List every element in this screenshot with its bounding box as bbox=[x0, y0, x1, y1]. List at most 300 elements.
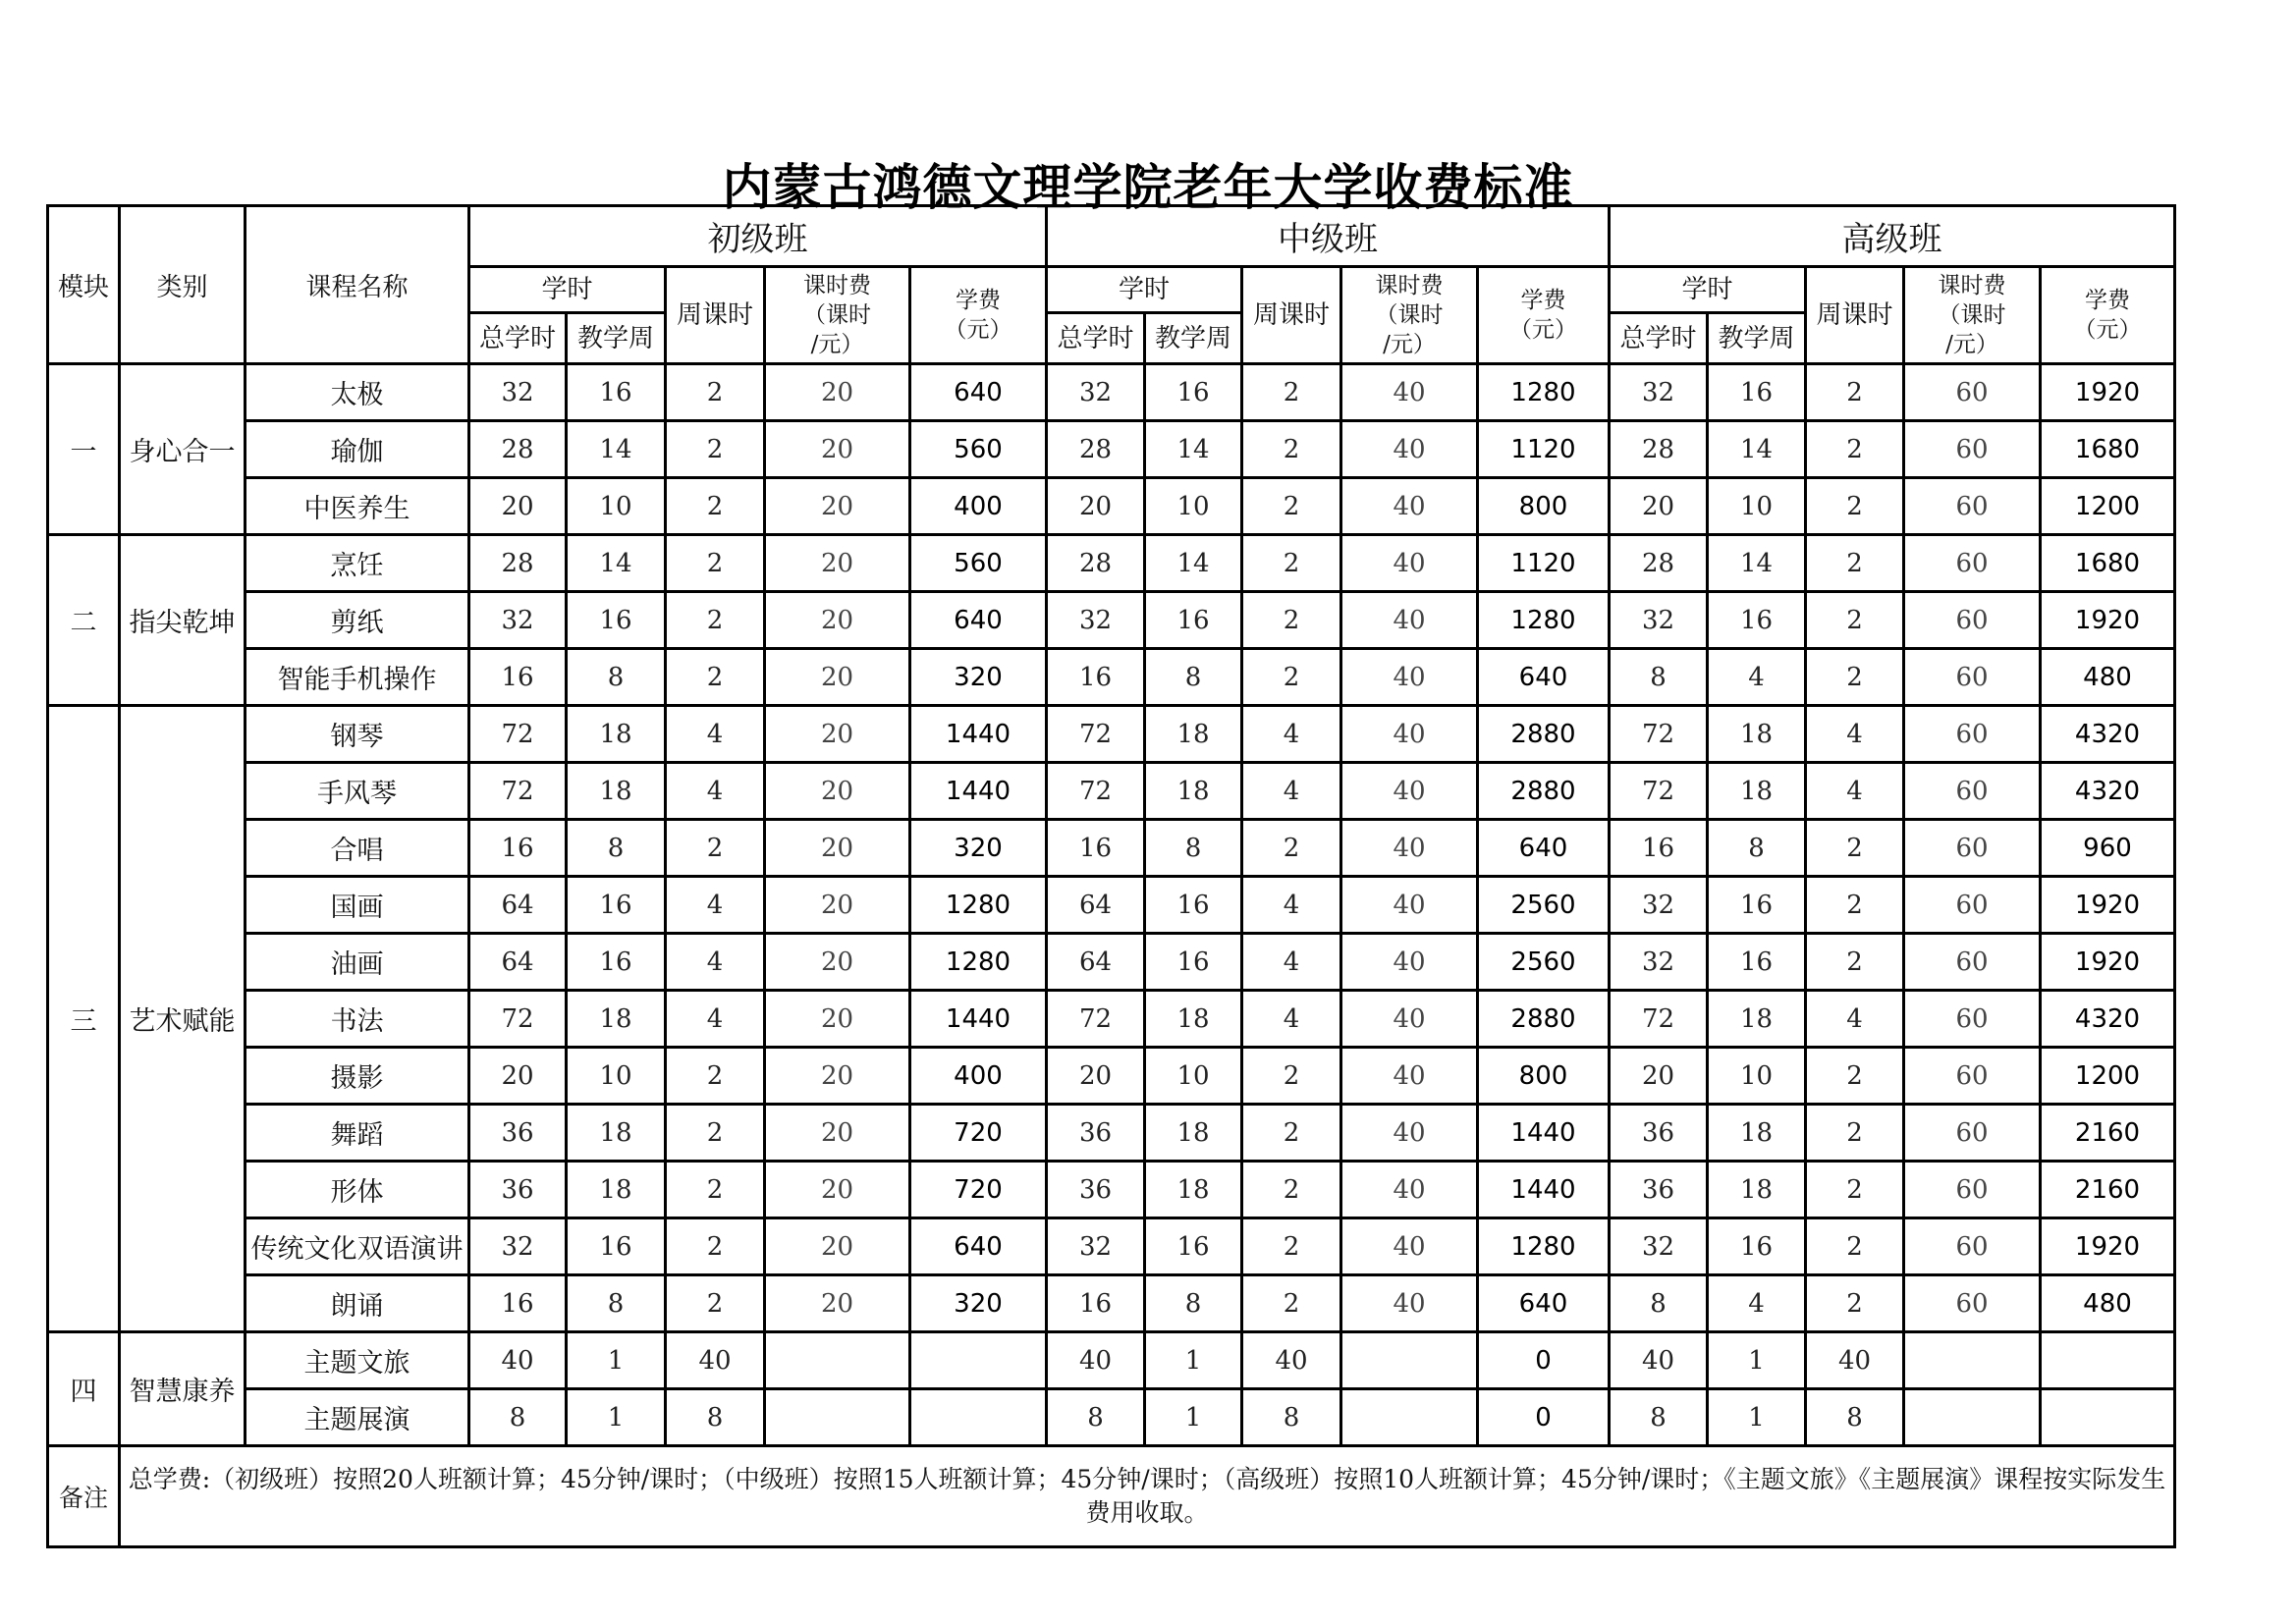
advanced-total-hours-cell: 72 bbox=[1610, 763, 1708, 820]
advanced-weekly-hours-cell: 4 bbox=[1806, 706, 1904, 763]
beginner-teaching-weeks-cell: 16 bbox=[567, 364, 666, 421]
header-hourly-rate-line: （课时 bbox=[1938, 302, 2006, 328]
advanced-hourly-rate-cell bbox=[1904, 1389, 2041, 1446]
beginner-tuition-cell: 640 bbox=[910, 364, 1047, 421]
course-name-cell: 钢琴 bbox=[246, 706, 469, 763]
beginner-total-hours-cell: 36 bbox=[469, 1162, 567, 1218]
course-name-cell: 太极 bbox=[246, 364, 469, 421]
beginner-tuition-cell: 320 bbox=[910, 1275, 1047, 1332]
intermediate-teaching-weeks-cell: 16 bbox=[1145, 934, 1242, 991]
advanced-teaching-weeks-cell: 14 bbox=[1708, 421, 1806, 478]
advanced-weekly-hours-cell: 8 bbox=[1806, 1389, 1904, 1446]
intermediate-tuition-cell: 0 bbox=[1478, 1332, 1610, 1389]
beginner-tuition-cell: 560 bbox=[910, 535, 1047, 592]
header-tuition-line: 学费 bbox=[2085, 288, 2130, 313]
intermediate-hourly-rate-cell: 40 bbox=[1341, 1105, 1478, 1162]
intermediate-hourly-rate-cell: 40 bbox=[1341, 364, 1478, 421]
header-tuition-beginner bbox=[910, 267, 1047, 364]
advanced-total-hours-cell: 8 bbox=[1610, 1389, 1708, 1446]
course-name-cell: 形体 bbox=[246, 1162, 469, 1218]
course-name-cell: 主题展演 bbox=[246, 1389, 469, 1446]
beginner-weekly-hours-cell: 2 bbox=[666, 535, 765, 592]
beginner-weekly-hours-cell: 2 bbox=[666, 1105, 765, 1162]
intermediate-weekly-hours-cell: 40 bbox=[1242, 1332, 1341, 1389]
beginner-total-hours-cell: 32 bbox=[469, 364, 567, 421]
header-hourly-rate-intermediate bbox=[1341, 267, 1478, 364]
header-tuition-line: （元） bbox=[1509, 317, 1577, 343]
beginner-total-hours-cell: 28 bbox=[469, 421, 567, 478]
header-level-beginner: 初级班 bbox=[469, 206, 1047, 267]
note-label: 备注 bbox=[48, 1446, 120, 1547]
advanced-total-hours-cell: 8 bbox=[1610, 649, 1708, 706]
advanced-hourly-rate-cell: 60 bbox=[1904, 706, 2041, 763]
intermediate-weekly-hours-cell: 4 bbox=[1242, 877, 1341, 934]
intermediate-tuition-cell: 2880 bbox=[1478, 706, 1610, 763]
intermediate-tuition-cell: 800 bbox=[1478, 478, 1610, 535]
beginner-weekly-hours-cell: 40 bbox=[666, 1332, 765, 1389]
header-hours-advanced: 学时 bbox=[1610, 267, 1806, 313]
advanced-teaching-weeks-cell: 18 bbox=[1708, 763, 1806, 820]
beginner-hourly-rate-cell: 20 bbox=[765, 535, 910, 592]
header-hourly-rate-line: /元） bbox=[810, 332, 864, 357]
advanced-tuition-cell: 1680 bbox=[2041, 421, 2175, 478]
beginner-tuition-cell: 1440 bbox=[910, 706, 1047, 763]
intermediate-tuition-cell: 640 bbox=[1478, 649, 1610, 706]
beginner-tuition-cell: 400 bbox=[910, 1048, 1047, 1105]
beginner-tuition-cell: 320 bbox=[910, 820, 1047, 877]
beginner-teaching-weeks-cell: 1 bbox=[567, 1332, 666, 1389]
course-name-cell: 合唱 bbox=[246, 820, 469, 877]
advanced-hourly-rate-cell: 60 bbox=[1904, 364, 2041, 421]
advanced-total-hours-cell: 32 bbox=[1610, 364, 1708, 421]
table-row bbox=[48, 877, 2175, 934]
beginner-total-hours-cell: 72 bbox=[469, 763, 567, 820]
intermediate-total-hours-cell: 36 bbox=[1047, 1105, 1145, 1162]
beginner-hourly-rate-cell: 20 bbox=[765, 1105, 910, 1162]
intermediate-teaching-weeks-cell: 18 bbox=[1145, 706, 1242, 763]
beginner-total-hours-cell: 16 bbox=[469, 1275, 567, 1332]
intermediate-weekly-hours-cell: 2 bbox=[1242, 1275, 1341, 1332]
intermediate-teaching-weeks-cell: 16 bbox=[1145, 1218, 1242, 1275]
beginner-total-hours-cell: 36 bbox=[469, 1105, 567, 1162]
intermediate-total-hours-cell: 16 bbox=[1047, 1275, 1145, 1332]
table-row bbox=[48, 1162, 2175, 1218]
header-weekly-hours-intermediate: 周课时 bbox=[1242, 267, 1341, 364]
table-row bbox=[48, 478, 2175, 535]
beginner-tuition-cell: 400 bbox=[910, 478, 1047, 535]
advanced-hourly-rate-cell: 60 bbox=[1904, 1105, 2041, 1162]
beginner-tuition-cell: 1440 bbox=[910, 763, 1047, 820]
header-category: 类别 bbox=[120, 206, 246, 364]
intermediate-hourly-rate-cell bbox=[1341, 1389, 1478, 1446]
beginner-teaching-weeks-cell: 18 bbox=[567, 706, 666, 763]
intermediate-tuition-cell: 1120 bbox=[1478, 421, 1610, 478]
table-row bbox=[48, 1218, 2175, 1275]
advanced-total-hours-cell: 16 bbox=[1610, 820, 1708, 877]
table-header bbox=[48, 206, 2175, 364]
intermediate-total-hours-cell: 32 bbox=[1047, 364, 1145, 421]
beginner-tuition-cell: 720 bbox=[910, 1105, 1047, 1162]
header-hourly-rate-beginner bbox=[765, 267, 910, 364]
intermediate-total-hours-cell: 64 bbox=[1047, 877, 1145, 934]
header-teaching-weeks-intermediate: 教学周 bbox=[1145, 313, 1242, 364]
advanced-tuition-cell: 480 bbox=[2041, 649, 2175, 706]
course-name-cell: 国画 bbox=[246, 877, 469, 934]
beginner-weekly-hours-cell: 2 bbox=[666, 1162, 765, 1218]
intermediate-tuition-cell: 2880 bbox=[1478, 763, 1610, 820]
advanced-tuition-cell: 4320 bbox=[2041, 706, 2175, 763]
advanced-tuition-cell: 1200 bbox=[2041, 478, 2175, 535]
table-row bbox=[48, 934, 2175, 991]
beginner-total-hours-cell: 32 bbox=[469, 592, 567, 649]
intermediate-hourly-rate-cell: 40 bbox=[1341, 649, 1478, 706]
advanced-teaching-weeks-cell: 4 bbox=[1708, 1275, 1806, 1332]
beginner-hourly-rate-cell: 20 bbox=[765, 877, 910, 934]
course-name-cell: 智能手机操作 bbox=[246, 649, 469, 706]
table-row bbox=[48, 364, 2175, 421]
intermediate-hourly-rate-cell: 40 bbox=[1341, 991, 1478, 1048]
intermediate-tuition-cell: 1280 bbox=[1478, 364, 1610, 421]
table-row bbox=[48, 421, 2175, 478]
beginner-weekly-hours-cell: 8 bbox=[666, 1389, 765, 1446]
course-name-cell: 书法 bbox=[246, 991, 469, 1048]
beginner-hourly-rate-cell: 20 bbox=[765, 1218, 910, 1275]
advanced-weekly-hours-cell: 2 bbox=[1806, 934, 1904, 991]
module-cell: 一 bbox=[48, 364, 120, 535]
header-hourly-rate-line: /元） bbox=[1383, 332, 1436, 357]
header-tuition-line: 学费 bbox=[1520, 288, 1566, 313]
category-cell: 艺术赋能 bbox=[120, 706, 246, 1332]
advanced-total-hours-cell: 32 bbox=[1610, 877, 1708, 934]
beginner-hourly-rate-cell: 20 bbox=[765, 934, 910, 991]
intermediate-hourly-rate-cell: 40 bbox=[1341, 478, 1478, 535]
header-total-hours-beginner: 总学时 bbox=[469, 313, 567, 364]
advanced-teaching-weeks-cell: 10 bbox=[1708, 478, 1806, 535]
beginner-teaching-weeks-cell: 1 bbox=[567, 1389, 666, 1446]
header-level-advanced: 高级班 bbox=[1610, 206, 2175, 267]
advanced-teaching-weeks-cell: 18 bbox=[1708, 991, 1806, 1048]
intermediate-weekly-hours-cell: 2 bbox=[1242, 649, 1341, 706]
course-name-cell: 摄影 bbox=[246, 1048, 469, 1105]
fee-standard-table bbox=[46, 204, 2176, 1548]
beginner-hourly-rate-cell: 20 bbox=[765, 1048, 910, 1105]
intermediate-tuition-cell: 1280 bbox=[1478, 592, 1610, 649]
intermediate-teaching-weeks-cell: 18 bbox=[1145, 1105, 1242, 1162]
intermediate-total-hours-cell: 72 bbox=[1047, 991, 1145, 1048]
intermediate-teaching-weeks-cell: 18 bbox=[1145, 763, 1242, 820]
advanced-hourly-rate-cell: 60 bbox=[1904, 934, 2041, 991]
beginner-tuition-cell bbox=[910, 1332, 1047, 1389]
advanced-hourly-rate-cell: 60 bbox=[1904, 1275, 2041, 1332]
beginner-hourly-rate-cell: 20 bbox=[765, 991, 910, 1048]
intermediate-teaching-weeks-cell: 10 bbox=[1145, 1048, 1242, 1105]
intermediate-hourly-rate-cell: 40 bbox=[1341, 1162, 1478, 1218]
advanced-weekly-hours-cell: 2 bbox=[1806, 421, 1904, 478]
beginner-total-hours-cell: 72 bbox=[469, 706, 567, 763]
advanced-hourly-rate-cell: 60 bbox=[1904, 1048, 2041, 1105]
advanced-weekly-hours-cell: 2 bbox=[1806, 649, 1904, 706]
beginner-teaching-weeks-cell: 8 bbox=[567, 820, 666, 877]
advanced-tuition-cell: 4320 bbox=[2041, 763, 2175, 820]
beginner-weekly-hours-cell: 2 bbox=[666, 649, 765, 706]
beginner-tuition-cell: 640 bbox=[910, 592, 1047, 649]
beginner-teaching-weeks-cell: 18 bbox=[567, 763, 666, 820]
category-cell: 身心合一 bbox=[120, 364, 246, 535]
intermediate-total-hours-cell: 20 bbox=[1047, 1048, 1145, 1105]
intermediate-total-hours-cell: 20 bbox=[1047, 478, 1145, 535]
beginner-weekly-hours-cell: 2 bbox=[666, 592, 765, 649]
intermediate-weekly-hours-cell: 2 bbox=[1242, 1105, 1341, 1162]
intermediate-tuition-cell: 1280 bbox=[1478, 1218, 1610, 1275]
beginner-tuition-cell: 320 bbox=[910, 649, 1047, 706]
table-row bbox=[48, 706, 2175, 763]
beginner-teaching-weeks-cell: 18 bbox=[567, 991, 666, 1048]
beginner-weekly-hours-cell: 2 bbox=[666, 1275, 765, 1332]
beginner-weekly-hours-cell: 2 bbox=[666, 1048, 765, 1105]
advanced-tuition-cell: 480 bbox=[2041, 1275, 2175, 1332]
header-tuition-line: 学费 bbox=[956, 288, 1001, 313]
intermediate-total-hours-cell: 8 bbox=[1047, 1389, 1145, 1446]
beginner-hourly-rate-cell: 20 bbox=[765, 1162, 910, 1218]
advanced-teaching-weeks-cell: 14 bbox=[1708, 535, 1806, 592]
advanced-hourly-rate-cell: 60 bbox=[1904, 421, 2041, 478]
intermediate-teaching-weeks-cell: 14 bbox=[1145, 535, 1242, 592]
intermediate-tuition-cell: 2880 bbox=[1478, 991, 1610, 1048]
advanced-weekly-hours-cell: 2 bbox=[1806, 535, 1904, 592]
advanced-hourly-rate-cell: 60 bbox=[1904, 1218, 2041, 1275]
advanced-hourly-rate-cell: 60 bbox=[1904, 649, 2041, 706]
advanced-hourly-rate-cell: 60 bbox=[1904, 535, 2041, 592]
intermediate-total-hours-cell: 32 bbox=[1047, 1218, 1145, 1275]
header-tuition-intermediate bbox=[1478, 267, 1610, 364]
header-hours-intermediate: 学时 bbox=[1047, 267, 1242, 313]
intermediate-total-hours-cell: 16 bbox=[1047, 649, 1145, 706]
intermediate-total-hours-cell: 72 bbox=[1047, 706, 1145, 763]
intermediate-teaching-weeks-cell: 1 bbox=[1145, 1332, 1242, 1389]
advanced-hourly-rate-cell: 60 bbox=[1904, 763, 2041, 820]
beginner-total-hours-cell: 16 bbox=[469, 820, 567, 877]
beginner-teaching-weeks-cell: 16 bbox=[567, 934, 666, 991]
header-hourly-rate-advanced bbox=[1904, 267, 2041, 364]
header-hourly-rate-line: 课时费 bbox=[1375, 273, 1444, 298]
header-hours-beginner: 学时 bbox=[469, 267, 666, 313]
intermediate-hourly-rate-cell: 40 bbox=[1341, 1275, 1478, 1332]
beginner-teaching-weeks-cell: 16 bbox=[567, 592, 666, 649]
intermediate-hourly-rate-cell: 40 bbox=[1341, 763, 1478, 820]
intermediate-teaching-weeks-cell: 16 bbox=[1145, 877, 1242, 934]
intermediate-tuition-cell: 640 bbox=[1478, 1275, 1610, 1332]
advanced-tuition-cell bbox=[2041, 1332, 2175, 1389]
header-row-levels bbox=[48, 206, 2175, 267]
advanced-tuition-cell: 1920 bbox=[2041, 1218, 2175, 1275]
advanced-weekly-hours-cell: 4 bbox=[1806, 763, 1904, 820]
intermediate-tuition-cell: 0 bbox=[1478, 1389, 1610, 1446]
course-name-cell: 剪纸 bbox=[246, 592, 469, 649]
note-text: 总学费:（初级班）按照20人班额计算；45分钟/课时；（中级班）按照15人班额计算；45分钟/课时；（高级班）按照10人班额计算；45分钟/课时；《主题文旅》《主题展演》课程按实际发生费用收取。 bbox=[120, 1446, 2175, 1547]
table-body bbox=[48, 364, 2175, 1446]
beginner-weekly-hours-cell: 2 bbox=[666, 421, 765, 478]
intermediate-teaching-weeks-cell: 8 bbox=[1145, 1275, 1242, 1332]
table-row bbox=[48, 1105, 2175, 1162]
table-row bbox=[48, 535, 2175, 592]
intermediate-hourly-rate-cell: 40 bbox=[1341, 1048, 1478, 1105]
intermediate-tuition-cell: 2560 bbox=[1478, 934, 1610, 991]
advanced-hourly-rate-cell: 60 bbox=[1904, 877, 2041, 934]
advanced-total-hours-cell: 32 bbox=[1610, 934, 1708, 991]
intermediate-teaching-weeks-cell: 18 bbox=[1145, 1162, 1242, 1218]
advanced-teaching-weeks-cell: 18 bbox=[1708, 1105, 1806, 1162]
intermediate-teaching-weeks-cell: 1 bbox=[1145, 1389, 1242, 1446]
beginner-teaching-weeks-cell: 10 bbox=[567, 1048, 666, 1105]
beginner-total-hours-cell: 16 bbox=[469, 649, 567, 706]
beginner-weekly-hours-cell: 2 bbox=[666, 820, 765, 877]
intermediate-weekly-hours-cell: 4 bbox=[1242, 934, 1341, 991]
beginner-weekly-hours-cell: 4 bbox=[666, 706, 765, 763]
intermediate-hourly-rate-cell: 40 bbox=[1341, 706, 1478, 763]
header-hourly-rate-line: （课时 bbox=[1375, 302, 1444, 328]
advanced-hourly-rate-cell: 60 bbox=[1904, 820, 2041, 877]
beginner-teaching-weeks-cell: 8 bbox=[567, 649, 666, 706]
intermediate-teaching-weeks-cell: 14 bbox=[1145, 421, 1242, 478]
beginner-tuition-cell: 1280 bbox=[910, 934, 1047, 991]
category-cell: 指尖乾坤 bbox=[120, 535, 246, 706]
header-hourly-rate-line: 课时费 bbox=[1938, 273, 2006, 298]
intermediate-tuition-cell: 1120 bbox=[1478, 535, 1610, 592]
intermediate-total-hours-cell: 36 bbox=[1047, 1162, 1145, 1218]
intermediate-weekly-hours-cell: 2 bbox=[1242, 820, 1341, 877]
table-row bbox=[48, 991, 2175, 1048]
advanced-total-hours-cell: 32 bbox=[1610, 1218, 1708, 1275]
header-total-hours-advanced: 总学时 bbox=[1610, 313, 1708, 364]
table-row bbox=[48, 1389, 2175, 1446]
beginner-hourly-rate-cell: 20 bbox=[765, 364, 910, 421]
advanced-total-hours-cell: 20 bbox=[1610, 1048, 1708, 1105]
intermediate-hourly-rate-cell: 40 bbox=[1341, 535, 1478, 592]
beginner-tuition-cell: 720 bbox=[910, 1162, 1047, 1218]
advanced-teaching-weeks-cell: 18 bbox=[1708, 706, 1806, 763]
advanced-total-hours-cell: 28 bbox=[1610, 421, 1708, 478]
beginner-hourly-rate-cell: 20 bbox=[765, 706, 910, 763]
advanced-weekly-hours-cell: 2 bbox=[1806, 1048, 1904, 1105]
intermediate-teaching-weeks-cell: 18 bbox=[1145, 991, 1242, 1048]
table-row bbox=[48, 1332, 2175, 1389]
intermediate-hourly-rate-cell: 40 bbox=[1341, 592, 1478, 649]
intermediate-hourly-rate-cell bbox=[1341, 1332, 1478, 1389]
advanced-hourly-rate-cell: 60 bbox=[1904, 991, 2041, 1048]
header-hourly-rate-line: 课时费 bbox=[803, 273, 871, 298]
course-name-cell: 烹饪 bbox=[246, 535, 469, 592]
intermediate-teaching-weeks-cell: 16 bbox=[1145, 364, 1242, 421]
advanced-tuition-cell: 2160 bbox=[2041, 1105, 2175, 1162]
beginner-hourly-rate-cell: 20 bbox=[765, 478, 910, 535]
beginner-hourly-rate-cell: 20 bbox=[765, 592, 910, 649]
beginner-tuition-cell: 640 bbox=[910, 1218, 1047, 1275]
advanced-hourly-rate-cell: 60 bbox=[1904, 592, 2041, 649]
intermediate-hourly-rate-cell: 40 bbox=[1341, 877, 1478, 934]
intermediate-tuition-cell: 2560 bbox=[1478, 877, 1610, 934]
advanced-weekly-hours-cell: 2 bbox=[1806, 1218, 1904, 1275]
beginner-total-hours-cell: 28 bbox=[469, 535, 567, 592]
advanced-total-hours-cell: 40 bbox=[1610, 1332, 1708, 1389]
module-cell: 四 bbox=[48, 1332, 120, 1446]
beginner-weekly-hours-cell: 2 bbox=[666, 478, 765, 535]
advanced-teaching-weeks-cell: 8 bbox=[1708, 820, 1806, 877]
header-tuition-line: （元） bbox=[2073, 317, 2142, 343]
beginner-hourly-rate-cell: 20 bbox=[765, 820, 910, 877]
intermediate-weekly-hours-cell: 4 bbox=[1242, 991, 1341, 1048]
intermediate-tuition-cell: 1440 bbox=[1478, 1105, 1610, 1162]
beginner-teaching-weeks-cell: 16 bbox=[567, 877, 666, 934]
beginner-weekly-hours-cell: 4 bbox=[666, 877, 765, 934]
advanced-teaching-weeks-cell: 1 bbox=[1708, 1389, 1806, 1446]
beginner-total-hours-cell: 20 bbox=[469, 1048, 567, 1105]
course-name-cell: 中医养生 bbox=[246, 478, 469, 535]
advanced-weekly-hours-cell: 40 bbox=[1806, 1332, 1904, 1389]
beginner-hourly-rate-cell: 20 bbox=[765, 649, 910, 706]
intermediate-weekly-hours-cell: 2 bbox=[1242, 592, 1341, 649]
intermediate-tuition-cell: 640 bbox=[1478, 820, 1610, 877]
advanced-tuition-cell: 2160 bbox=[2041, 1162, 2175, 1218]
advanced-weekly-hours-cell: 2 bbox=[1806, 1162, 1904, 1218]
beginner-total-hours-cell: 40 bbox=[469, 1332, 567, 1389]
intermediate-total-hours-cell: 16 bbox=[1047, 820, 1145, 877]
advanced-hourly-rate-cell bbox=[1904, 1332, 2041, 1389]
note-row bbox=[48, 1446, 2175, 1547]
intermediate-teaching-weeks-cell: 8 bbox=[1145, 649, 1242, 706]
beginner-weekly-hours-cell: 4 bbox=[666, 991, 765, 1048]
course-name-cell: 手风琴 bbox=[246, 763, 469, 820]
table-row bbox=[48, 820, 2175, 877]
header-teaching-weeks-beginner: 教学周 bbox=[567, 313, 666, 364]
advanced-weekly-hours-cell: 2 bbox=[1806, 820, 1904, 877]
table-row bbox=[48, 1275, 2175, 1332]
beginner-tuition-cell bbox=[910, 1389, 1047, 1446]
course-name-cell: 舞蹈 bbox=[246, 1105, 469, 1162]
header-tuition-advanced bbox=[2041, 267, 2175, 364]
beginner-total-hours-cell: 20 bbox=[469, 478, 567, 535]
beginner-teaching-weeks-cell: 18 bbox=[567, 1162, 666, 1218]
beginner-hourly-rate-cell bbox=[765, 1332, 910, 1389]
intermediate-teaching-weeks-cell: 16 bbox=[1145, 592, 1242, 649]
advanced-tuition-cell: 1200 bbox=[2041, 1048, 2175, 1105]
advanced-total-hours-cell: 32 bbox=[1610, 592, 1708, 649]
advanced-tuition-cell: 1920 bbox=[2041, 364, 2175, 421]
beginner-teaching-weeks-cell: 14 bbox=[567, 535, 666, 592]
intermediate-weekly-hours-cell: 2 bbox=[1242, 1218, 1341, 1275]
intermediate-hourly-rate-cell: 40 bbox=[1341, 421, 1478, 478]
header-tuition-line: （元） bbox=[944, 317, 1012, 343]
beginner-total-hours-cell: 72 bbox=[469, 991, 567, 1048]
header-module: 模块 bbox=[48, 206, 120, 364]
intermediate-weekly-hours-cell: 2 bbox=[1242, 535, 1341, 592]
beginner-weekly-hours-cell: 4 bbox=[666, 934, 765, 991]
category-cell: 智慧康养 bbox=[120, 1332, 246, 1446]
intermediate-weekly-hours-cell: 2 bbox=[1242, 364, 1341, 421]
advanced-weekly-hours-cell: 2 bbox=[1806, 1105, 1904, 1162]
advanced-teaching-weeks-cell: 4 bbox=[1708, 649, 1806, 706]
table-row bbox=[48, 649, 2175, 706]
intermediate-total-hours-cell: 40 bbox=[1047, 1332, 1145, 1389]
advanced-teaching-weeks-cell: 18 bbox=[1708, 1162, 1806, 1218]
beginner-weekly-hours-cell: 4 bbox=[666, 763, 765, 820]
beginner-teaching-weeks-cell: 14 bbox=[567, 421, 666, 478]
intermediate-teaching-weeks-cell: 8 bbox=[1145, 820, 1242, 877]
beginner-teaching-weeks-cell: 10 bbox=[567, 478, 666, 535]
advanced-teaching-weeks-cell: 16 bbox=[1708, 877, 1806, 934]
header-weekly-hours-advanced: 周课时 bbox=[1806, 267, 1904, 364]
advanced-total-hours-cell: 8 bbox=[1610, 1275, 1708, 1332]
intermediate-teaching-weeks-cell: 10 bbox=[1145, 478, 1242, 535]
